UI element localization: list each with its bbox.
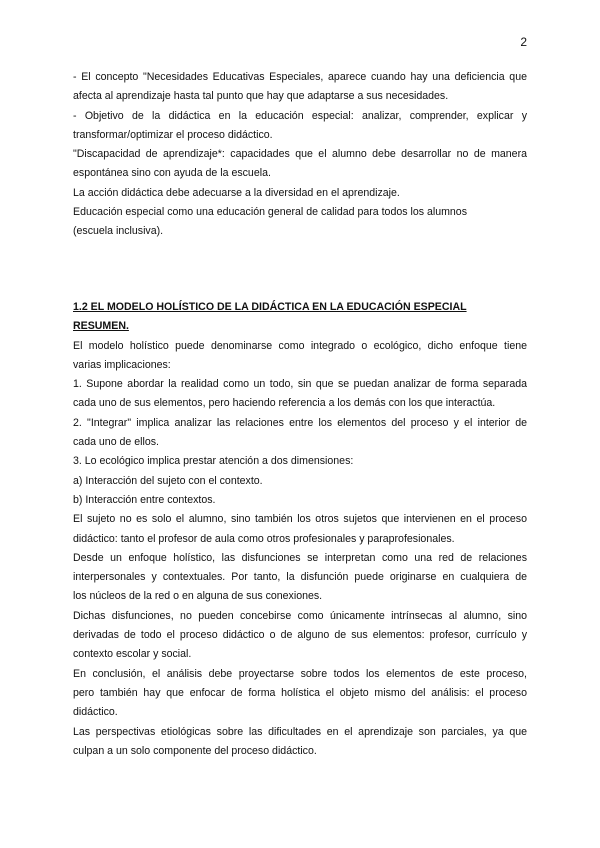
text-line: El modelo holístico puede denominarse como integrado o ecológico, dicho enfoque tiene — [73, 339, 527, 352]
text-line: cada uno de sus elementos, pero haciendo referencia a los demás con los que interactúa. — [73, 397, 496, 410]
text-line: 3. Lo ecológico implica prestar atención a dos dimensiones: — [73, 455, 354, 468]
text-line: En conclusión, el análisis debe proyectarse sobre todos los elementos de este proceso, — [73, 667, 527, 680]
page-number: 2 — [520, 35, 527, 49]
text-line: didáctico. — [73, 706, 118, 719]
text-line: Educación especial como una educación general de calidad para todos los alumnos — [73, 206, 467, 219]
text-line: Las perspectivas etiológicas sobre las dificultades en el aprendizaje son parciales, ya que — [73, 725, 527, 738]
text-line: Dichas disfunciones, no pueden concebirse como únicamente intrínsecas al alumno, sino — [73, 609, 527, 622]
text-line: El sujeto no es solo el alumno, sino también los otros sujetos que intervienen en el proceso — [73, 513, 527, 526]
text-line: b) Interacción entre contextos. — [73, 493, 216, 506]
text-line: "Discapacidad de aprendizaje*: capacidades que el alumno debe desarrollar no de manera — [73, 148, 527, 161]
text-line: transformar/optimizar el proceso didáctico. — [73, 128, 273, 141]
section-subtitle: RESUMEN. — [73, 320, 129, 333]
text-line: cada uno de ellos. — [73, 436, 159, 449]
text-line: a) Interacción del sujeto con el contexto. — [73, 474, 263, 487]
section-title: 1.2 EL MODELO HOLÍSTICO DE LA DIDÁCTICA EN LA EDUCACIÓN ESPECIAL — [73, 301, 467, 313]
section-holistic-model — [73, 298, 527, 761]
text-line: 1. Supone abordar la realidad como un todo, sin que se puedan analizar de forma separada — [73, 378, 527, 391]
text-line: Desde un enfoque holístico, las disfunciones se interpretan como una red de relaciones — [73, 551, 527, 564]
text-line: varias implicaciones: — [73, 358, 171, 371]
text-line: derivadas de todo el proceso didáctico o de alguno de sus elementos: profesor, currículo y — [73, 629, 527, 642]
text-line: pero también hay que enfocar de forma holística el objeto mismo del análisis: el proceso — [73, 686, 527, 699]
text-line: los núcleos de la red o en alguna de sus conexiones. — [73, 590, 323, 603]
text-line: culpan a un solo componente del proceso didáctico. — [73, 744, 317, 757]
text-line: afecta al aprendizaje hasta tal punto que hay que adaptarse a sus necesidades. — [73, 90, 449, 103]
text-line: (escuela inclusiva). — [73, 225, 164, 238]
text-line: didáctico: tanto el profesor de aula como otros profesionales y paraprofesionales. — [73, 532, 455, 545]
intro-text — [73, 68, 527, 242]
text-line: - El concepto "Necesidades Educativas Especiales, aparece cuando hay una deficiencia que — [73, 71, 527, 83]
text-line: contexto escolar y social. — [73, 648, 192, 661]
text-line: interpersonales y contextuales. Por tanto, la disfunción puede originarse en cualquiera de — [73, 571, 527, 584]
text-line: espontánea sino con ayuda de la escuela. — [73, 167, 271, 180]
text-line: 2. "Integrar" implica analizar las relaciones entre los elementos del proceso y el interior de — [73, 416, 527, 429]
text-line: La acción didáctica debe adecuarse a la diversidad en el aprendizaje. — [73, 186, 400, 199]
text-line: - Objetivo de la didáctica en la educación especial: analizar, comprender, explicar y — [73, 109, 527, 122]
